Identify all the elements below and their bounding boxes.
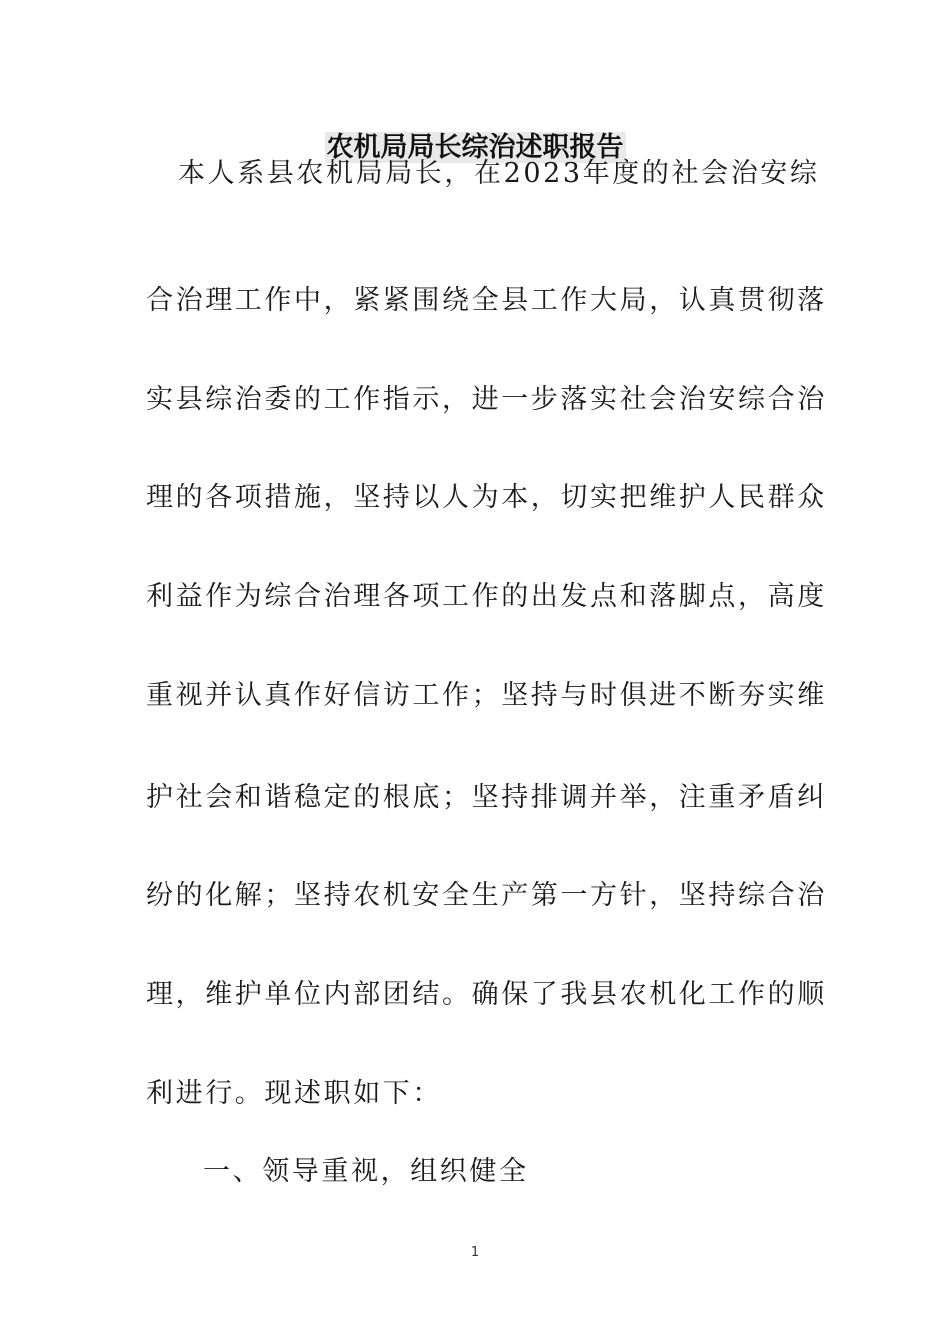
page-number: 1 [470, 1245, 480, 1260]
paragraph-line-7: 护社会和谐稳定的根底；坚持排调并举，注重矛盾纠 [146, 782, 827, 813]
paragraph-line-6: 重视并认真作好信访工作；坚持与时俱进不断夯实维 [146, 680, 827, 711]
paragraph-line-9: 理，维护单位内部团结。确保了我县农机化工作的顺 [146, 979, 827, 1010]
paragraph-line-2: 合治理工作中，紧紧围绕全县工作大局，认真贯彻落 [146, 285, 827, 316]
document-title-text: 农机局局长综治述职报告 [326, 132, 624, 163]
paragraph-line-10: 利进行。现述职如下： [146, 1078, 442, 1109]
paragraph-line-5: 利益作为综合治理各项工作的出发点和落脚点，高度 [146, 581, 827, 612]
paragraph-line-4: 理的各项措施，坚持以人为本，切实把维护人民群众 [146, 482, 827, 513]
section-heading: 一、领导重视，组织健全 [203, 1156, 529, 1187]
paragraph-line-3: 实县综治委的工作指示，进一步落实社会治安综合治 [146, 384, 827, 415]
paragraph-line-8: 纷的化解；坚持农机安全生产第一方针，坚持综合治 [146, 880, 827, 911]
paragraph-line-1: 本人系县农机局局长，在2023年度的社会治安综 [178, 158, 820, 189]
